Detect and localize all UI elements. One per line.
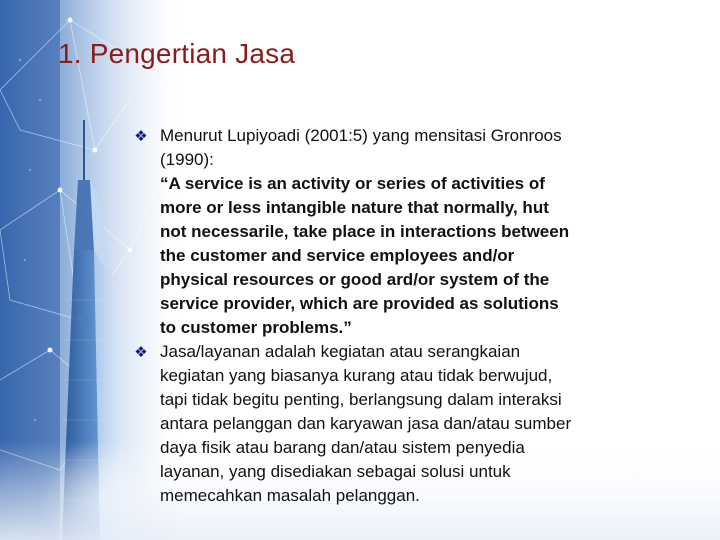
- diamond-bullet-icon: ❖: [134, 343, 148, 361]
- slide-title: 1. Pengertian Jasa: [58, 38, 296, 69]
- diamond-bullet-icon: ❖: [134, 127, 148, 145]
- bullet-text: Jasa/layanan adalah kegiatan atau serangkaian kegiatan yang biasanya kurang atau tidak berwujud, tapi tidak begitu penting, berlangsung dalam interaksi antara pelanggan dan karyawan jasa dan/atau sumber daya fisik atau barang dan/atau sistem penyedia layanan, yang disediakan sebagai solusi untuk memecahkan masalah pelanggan.: [160, 342, 572, 505]
- bullet-list: [133, 124, 673, 508]
- bullet-item: [133, 340, 673, 508]
- bullet-lead-text: Menurut Lupiyoadi (2001:5) yang mensitasi Gronroos (1990):: [160, 126, 562, 169]
- bullet-item: [133, 124, 673, 340]
- bullet-quote-text: “A service is an activity or series of activities of more or less intangible nature that normally, hut not necessarile, take place in interactions between the customer and service employees and/or physical resources or good ard/or system of the service provider, which are provided as solutions to customer problems.”: [160, 174, 570, 337]
